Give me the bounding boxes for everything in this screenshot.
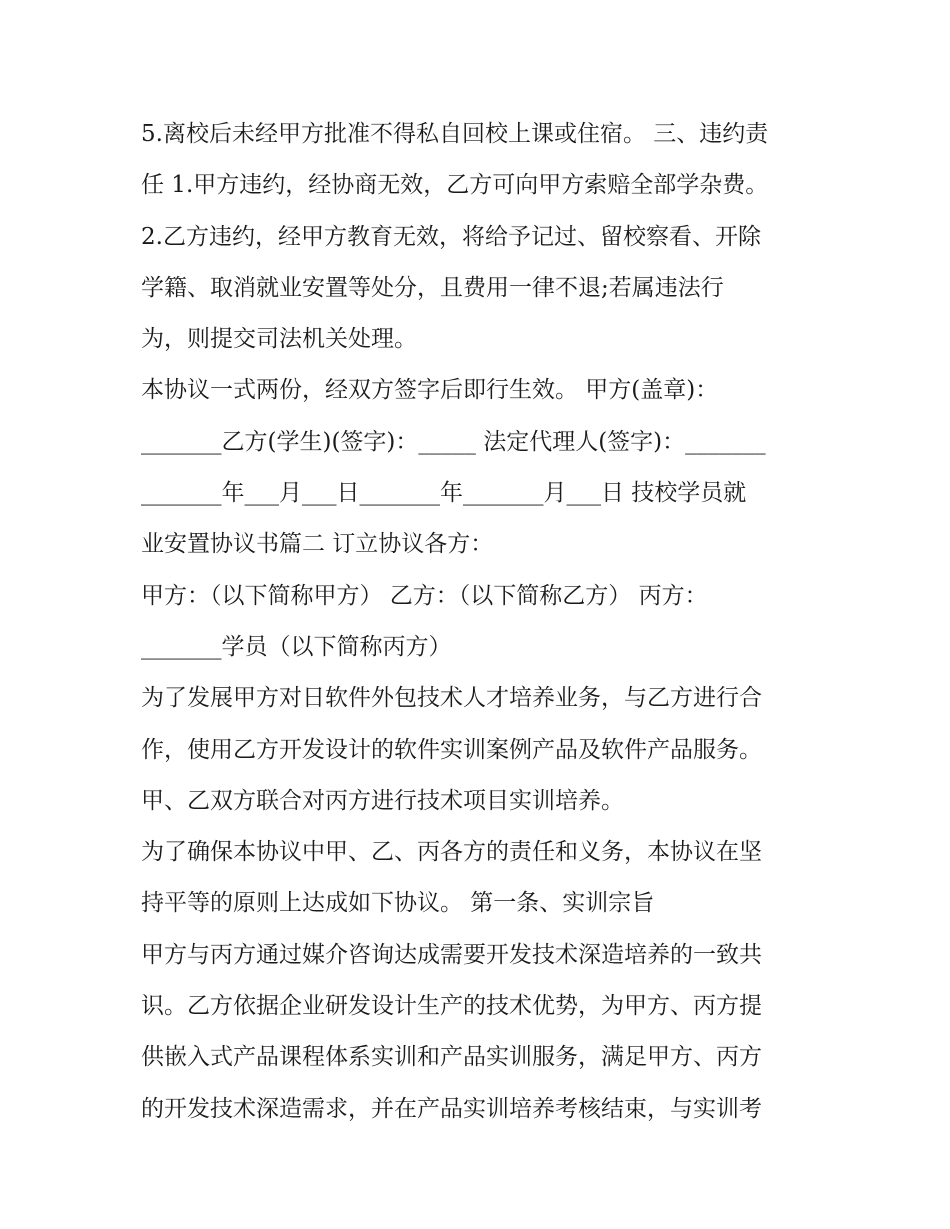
- text-line: 为了确保本协议中甲、乙、丙各方的责任和义务，本协议在坚: [141, 839, 762, 866]
- text-line: 5.离校后未经甲方批准不得私自回校上课或住宿。 三、违约责: [141, 121, 769, 147]
- text-line: 为了发展甲方对日软件外包技术人才培养业务，与乙方进行合: [141, 685, 762, 712]
- text-line: 作，使用乙方开发设计的软件实训案例产品及软件产品服务。: [141, 736, 762, 763]
- text-line: 学籍、取消就业安置等处分，且费用一律不退;若属违法行: [141, 274, 724, 301]
- text-line: 甲方与丙方通过媒介咨询达成需要开发技术深造培养的一致共: [141, 941, 762, 968]
- text-line: 为，则提交司法机关处理。: [141, 326, 417, 353]
- parties-line: _______学员（以下简称丙方）: [141, 633, 452, 660]
- text-line: 持平等的原则上达成如下协议。 第一条、实训宗旨: [141, 890, 655, 917]
- date-line: _______年___月___日_______年_______月___日 技校学员就: [141, 480, 747, 507]
- text-line: 甲、乙双方联合对丙方进行技术项目实训培养。: [141, 787, 624, 814]
- body-text: [141, 109, 821, 1135]
- parties-line: 甲方：（以下简称甲方） 乙方：（以下简称乙方） 丙方：: [141, 582, 708, 609]
- text-line: 识。乙方依据企业研发设计生产的技术优势，为甲方、丙方提: [141, 993, 762, 1020]
- text-line: 任 1.甲方违约，经协商无效，乙方可向甲方索赔全部学杂费。: [141, 172, 769, 199]
- signature-line: _______乙方(学生)(签字)：_____ 法定代理人(签字)：_______: [141, 428, 766, 455]
- section-title-line: 业安置协议书篇二 订立协议各方：: [141, 531, 494, 558]
- text-line: 2.乙方违约，经甲方教育无效，将给予记过、留校察看、开除: [141, 223, 761, 250]
- text-line: 本协议一式两份，经双方签字后即行生效。 甲方(盖章)：: [141, 377, 719, 404]
- text-line: 的开发技术深造需求，并在产品实训培养考核结束，与实训考: [141, 1095, 762, 1122]
- text-line: 供嵌入式产品课程体系实训和产品实训服务，满足甲方、丙方: [141, 1044, 762, 1071]
